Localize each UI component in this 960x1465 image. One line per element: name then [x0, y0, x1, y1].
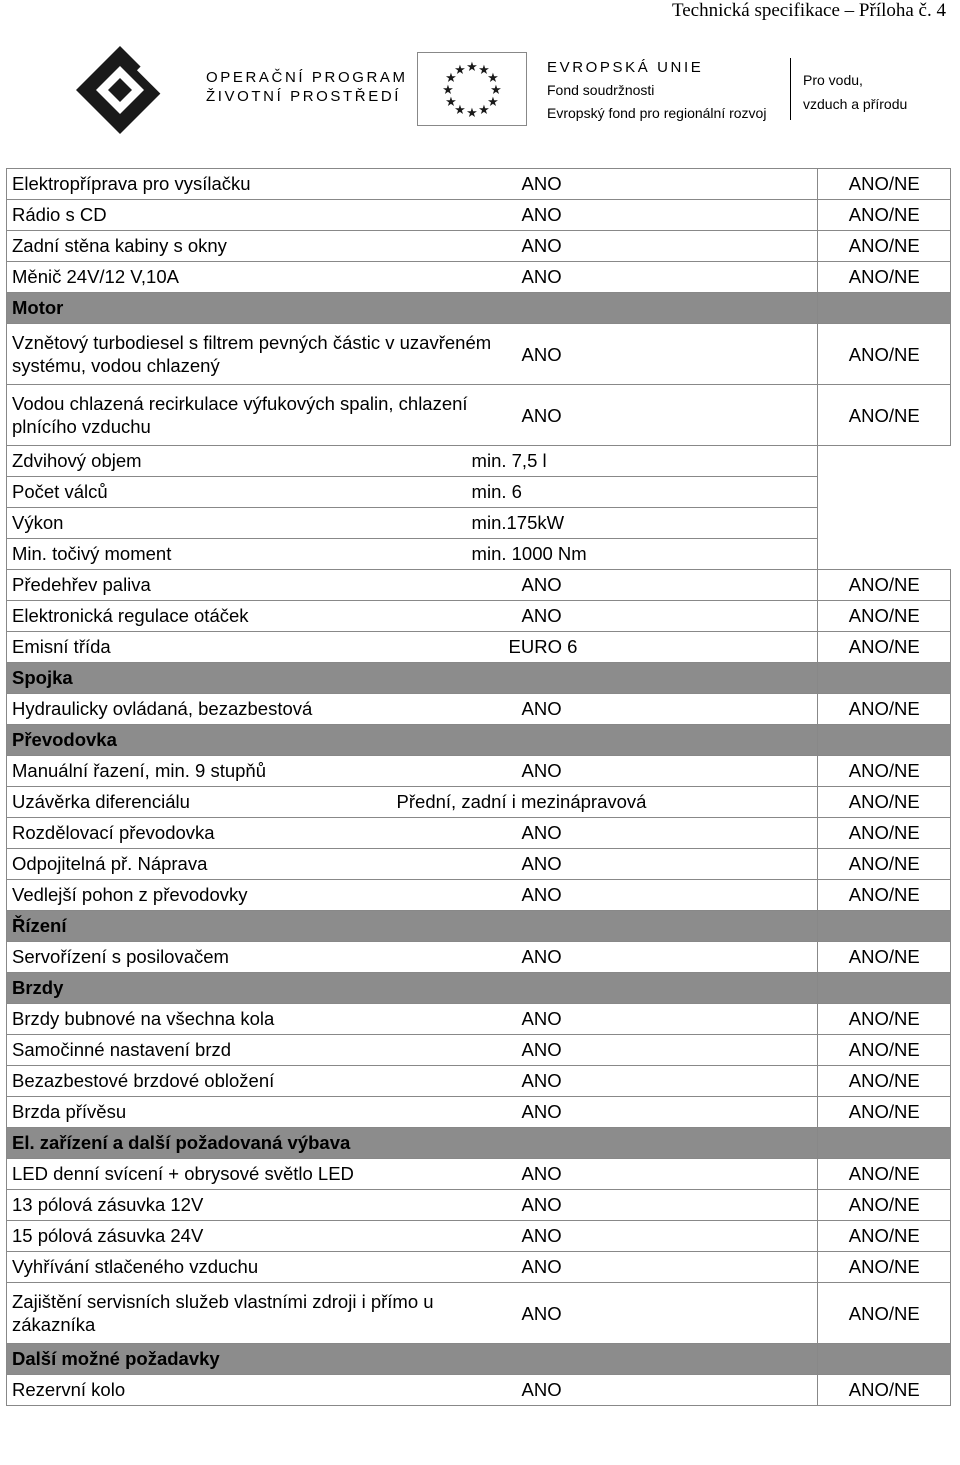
compliance-value: ANO/NE — [818, 880, 951, 911]
required-value: ANO — [502, 1252, 818, 1283]
compliance-value: ANO/NE — [818, 200, 951, 231]
table-row — [7, 787, 951, 818]
param-label: LED denní svícení + obrysové světlo LED — [7, 1159, 502, 1190]
table-row — [7, 694, 951, 725]
section-title: Řízení — [7, 911, 502, 942]
param-label: Uzávěrka diferenciálu — [7, 787, 502, 818]
param-label: Předehřev paliva — [7, 570, 502, 601]
eu-line-2: Fond soudržnosti — [547, 82, 655, 98]
required-value: min. 7,5 l — [472, 446, 788, 477]
section-title: Další možné požadavky — [7, 1344, 502, 1375]
param-label: Bezazbestové brzdové obložení — [7, 1066, 502, 1097]
slogan-line-1: Pro vodu, — [803, 72, 863, 88]
param-label: Elektropříprava pro vysílačku — [7, 169, 502, 200]
required-value: ANO — [502, 694, 818, 725]
compliance-value — [818, 508, 951, 539]
eu-text — [547, 56, 766, 125]
table-row — [7, 1066, 951, 1097]
section-row — [7, 725, 951, 756]
compliance-value: ANO/NE — [818, 787, 951, 818]
param-label: Zajištění servisních služeb vlastními zdroji i přímo u zákazníka — [7, 1283, 502, 1344]
compliance-value: ANO/NE — [818, 756, 951, 787]
compliance-value: ANO/NE — [818, 1159, 951, 1190]
param-label: Manuální řazení, min. 9 stupňů — [7, 756, 502, 787]
compliance-value — [818, 293, 951, 324]
param-label: Servořízení s posilovačem — [7, 942, 502, 973]
svg-text:★: ★ — [478, 63, 490, 78]
param-label: 13 pólová zásuvka 12V — [7, 1190, 502, 1221]
required-value: ANO — [502, 1221, 818, 1252]
required-value: ANO — [502, 1066, 818, 1097]
compliance-value: ANO/NE — [818, 1221, 951, 1252]
compliance-value: ANO/NE — [818, 849, 951, 880]
section-title: El. zařízení a další požadovaná výbava — [7, 1128, 502, 1159]
table-row — [7, 477, 951, 508]
svg-text:★: ★ — [490, 83, 502, 98]
table-row — [7, 385, 951, 446]
required-value: ANO — [502, 849, 818, 880]
compliance-value: ANO/NE — [818, 262, 951, 293]
required-value: ANO — [502, 385, 818, 446]
compliance-value: ANO/NE — [818, 694, 951, 725]
param-label: Rezervní kolo — [7, 1375, 502, 1406]
required-value: ANO — [502, 1283, 818, 1344]
required-value: EURO 6 — [502, 632, 818, 663]
required-value — [502, 911, 818, 942]
table-row — [7, 1283, 951, 1344]
opzp-logo-icon — [74, 44, 166, 136]
compliance-value: ANO/NE — [818, 1097, 951, 1128]
table-row — [7, 446, 951, 477]
eu-flag-icon — [417, 52, 527, 126]
section-row — [7, 1128, 951, 1159]
param-label: Vedlejší pohon z převodovky — [7, 880, 502, 911]
spec-table — [6, 168, 951, 1406]
slogan-line-2: vzduch a přírodu — [803, 96, 908, 112]
param-label: Vyhřívání stlačeného vzduchu — [7, 1252, 502, 1283]
table-row — [7, 539, 951, 570]
required-value: ANO — [502, 818, 818, 849]
required-value: ANO — [502, 1190, 818, 1221]
eu-line-1: EVROPSKÁ UNIE — [547, 59, 704, 76]
param-label: Odpojitelná př. Náprava — [7, 849, 502, 880]
required-value: ANO — [502, 169, 818, 200]
table-row — [7, 942, 951, 973]
param-label: Rádio s CD — [7, 200, 502, 231]
param-label: Zadní stěna kabiny s okny — [7, 231, 502, 262]
svg-text:★: ★ — [454, 63, 466, 78]
compliance-value: ANO/NE — [818, 570, 951, 601]
required-value: ANO — [502, 1035, 818, 1066]
required-value: ANO — [502, 1375, 818, 1406]
param-label: Min. točivý moment — [7, 539, 502, 570]
compliance-value — [818, 539, 951, 570]
table-row — [7, 1375, 951, 1406]
section-title: Brzdy — [7, 973, 502, 1004]
compliance-value — [818, 911, 951, 942]
svg-text:★: ★ — [487, 71, 499, 86]
required-value: ANO — [502, 200, 818, 231]
table-row — [7, 1004, 951, 1035]
table-row — [7, 601, 951, 632]
compliance-value — [818, 973, 951, 1004]
compliance-value: ANO/NE — [818, 1035, 951, 1066]
table-row — [7, 849, 951, 880]
table-row — [7, 1221, 951, 1252]
svg-text:★: ★ — [445, 71, 457, 86]
op-program-text — [206, 68, 408, 106]
compliance-value: ANO/NE — [818, 1190, 951, 1221]
compliance-value: ANO/NE — [818, 942, 951, 973]
compliance-value: ANO/NE — [818, 385, 951, 446]
required-value: ANO — [502, 601, 818, 632]
compliance-value: ANO/NE — [818, 1283, 951, 1344]
param-label: Počet válců — [7, 477, 502, 508]
slogan-text — [803, 68, 907, 116]
section-title: Motor — [7, 293, 502, 324]
table-row — [7, 1097, 951, 1128]
table-row — [7, 324, 951, 385]
section-row — [7, 293, 951, 324]
required-value — [502, 1344, 818, 1375]
compliance-value — [818, 663, 951, 694]
compliance-value — [818, 446, 951, 477]
param-label: 15 pólová zásuvka 24V — [7, 1221, 502, 1252]
param-label: Emisní třída — [7, 632, 502, 663]
required-value: ANO — [502, 262, 818, 293]
compliance-value: ANO/NE — [818, 231, 951, 262]
param-label: Zdvihový objem — [7, 446, 502, 477]
table-row — [7, 632, 951, 663]
compliance-value — [818, 1128, 951, 1159]
required-value: ANO — [502, 756, 818, 787]
required-value: min. 6 — [472, 477, 788, 508]
compliance-value — [818, 1344, 951, 1375]
required-value — [502, 663, 818, 694]
required-value: ANO — [502, 324, 818, 385]
op-line-2: ŽIVOTNÍ PROSTŘEDÍ — [206, 88, 402, 105]
required-value: ANO — [502, 231, 818, 262]
compliance-value: ANO/NE — [818, 1004, 951, 1035]
required-value: ANO — [502, 880, 818, 911]
table-row — [7, 818, 951, 849]
required-value: ANO — [502, 1159, 818, 1190]
section-title: Spojka — [7, 663, 502, 694]
svg-text:★: ★ — [445, 95, 457, 110]
page-header: Technická specifikace – Příloha č. 4 — [671, 0, 946, 21]
table-row — [7, 508, 951, 539]
section-row — [7, 1344, 951, 1375]
compliance-value: ANO/NE — [818, 169, 951, 200]
table-row — [7, 262, 951, 293]
param-label: Měnič 24V/12 V,10A — [7, 262, 502, 293]
param-label: Rozdělovací převodovka — [7, 818, 502, 849]
logo-divider — [790, 58, 791, 120]
compliance-value: ANO/NE — [818, 632, 951, 663]
param-label: Elektronická regulace otáček — [7, 601, 502, 632]
section-row — [7, 973, 951, 1004]
table-row — [7, 1035, 951, 1066]
section-title: Převodovka — [7, 725, 502, 756]
svg-text:★: ★ — [487, 95, 499, 110]
compliance-value — [818, 725, 951, 756]
required-value — [502, 973, 818, 1004]
compliance-value: ANO/NE — [818, 818, 951, 849]
required-value: ANO — [502, 1097, 818, 1128]
param-label: Vodou chlazená recirkulace výfukových spalin, chlazení plnícího vzduchu — [7, 385, 502, 446]
svg-text:★: ★ — [466, 60, 478, 75]
required-value: Přední, zadní i mezinápravová — [397, 787, 713, 818]
svg-text:★: ★ — [478, 103, 490, 118]
required-value: ANO — [502, 942, 818, 973]
required-value: ANO — [502, 1004, 818, 1035]
required-value — [502, 293, 818, 324]
logo-bar — [0, 0, 960, 121]
table-row — [7, 1252, 951, 1283]
table-row — [7, 231, 951, 262]
required-value: ANO — [502, 570, 818, 601]
param-label: Brzdy bubnové na všechna kola — [7, 1004, 502, 1035]
param-label: Brzda přívěsu — [7, 1097, 502, 1128]
svg-text:★: ★ — [454, 103, 466, 118]
table-row — [7, 1190, 951, 1221]
section-row — [7, 663, 951, 694]
required-value: min. 1000 Nm — [472, 539, 788, 570]
table-row — [7, 200, 951, 231]
param-label: Samočinné nastavení brzd — [7, 1035, 502, 1066]
param-label: Vznětový turbodiesel s filtrem pevných částic v uzavřeném systému, vodou chlazený — [7, 324, 502, 385]
table-row — [7, 570, 951, 601]
required-value — [502, 725, 818, 756]
svg-text:★: ★ — [442, 83, 454, 98]
param-label: Hydraulicky ovládaná, bezazbestová — [7, 694, 502, 725]
required-value: min.175kW — [472, 508, 788, 539]
compliance-value: ANO/NE — [818, 324, 951, 385]
compliance-value: ANO/NE — [818, 1375, 951, 1406]
eu-line-3: Evropský fond pro regionální rozvoj — [547, 105, 767, 121]
section-row — [7, 911, 951, 942]
required-value — [502, 1128, 818, 1159]
compliance-value — [818, 477, 951, 508]
compliance-value: ANO/NE — [818, 1066, 951, 1097]
table-row — [7, 756, 951, 787]
svg-text:★: ★ — [466, 106, 478, 121]
table-row — [7, 880, 951, 911]
table-row — [7, 169, 951, 200]
compliance-value: ANO/NE — [818, 601, 951, 632]
compliance-value: ANO/NE — [818, 1252, 951, 1283]
param-label: Výkon — [7, 508, 502, 539]
table-row — [7, 1159, 951, 1190]
op-line-1: OPERAČNÍ PROGRAM — [206, 69, 408, 86]
